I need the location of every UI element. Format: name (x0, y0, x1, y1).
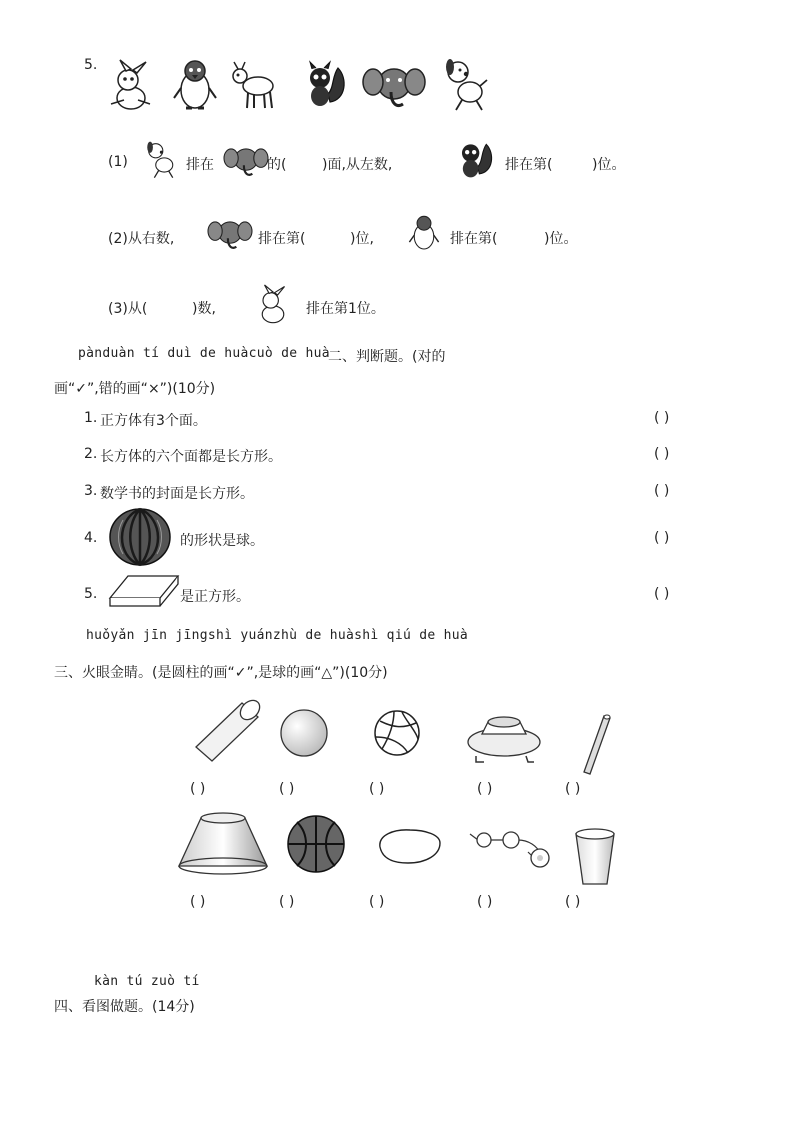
question-5-number: 5. (84, 57, 98, 73)
basketball-icon (285, 814, 347, 874)
penguin-icon (172, 58, 218, 112)
flat-box-icon (108, 572, 180, 610)
judge-item-2-text: 长方体的六个面都是长方形。 (100, 449, 282, 465)
section2-pinyin: pànduàn tí duì de huàcuò de huà (78, 346, 330, 361)
rabbit-icon (252, 285, 294, 325)
q5-sub1-text4: 排在第( (505, 157, 553, 173)
judge-item-2-number: 2. (84, 446, 98, 462)
shape-answer-1[interactable]: ( ) (190, 781, 206, 797)
judge-item-1-answer[interactable]: ( ) (654, 410, 670, 426)
q5-sub3-text1: (3)从( (108, 301, 148, 317)
shape-answer-10[interactable]: ( ) (565, 894, 581, 910)
shape-answer-5[interactable]: ( ) (565, 781, 581, 797)
judge-item-1-text: 正方体有3个面。 (100, 413, 207, 429)
shape-answer-4[interactable]: ( ) (477, 781, 493, 797)
shape-answer-9[interactable]: ( ) (477, 894, 493, 910)
judge-item-5-text: 是正方形。 (180, 589, 250, 605)
q5-sub2-text5: )位。 (544, 231, 578, 247)
section4-title: 四、看图做题。(14分) (54, 999, 195, 1015)
volleyball-icon (372, 709, 422, 757)
elephant-icon (224, 145, 268, 177)
dog-icon (440, 58, 488, 112)
judge-item-1-number: 1. (84, 410, 98, 426)
judge-item-3-number: 3. (84, 483, 98, 499)
judge-item-4-text: 的形状是球。 (180, 533, 264, 549)
frustum-icon (177, 810, 269, 876)
shape-answer-2[interactable]: ( ) (279, 781, 295, 797)
dish-icon (466, 712, 542, 766)
q5-sub1-text5: )位。 (592, 157, 626, 173)
section3-pinyin: huǒyǎn jīn jīngshì yuánzhù de huàshì qiú de huà (86, 628, 468, 643)
beads-icon (468, 822, 554, 874)
judge-item-4-number: 4. (84, 530, 98, 546)
section2-title-cont: 画“✓”,错的画“×”)(10分) (54, 381, 216, 397)
goat-icon (228, 62, 282, 110)
cup-icon (573, 826, 617, 888)
section4-pinyin: kàn tú zuò tí (94, 974, 200, 989)
rabbit-icon (106, 60, 156, 112)
q5-sub3-text3: 排在第1位。 (306, 301, 385, 317)
cylinder-icon (192, 697, 262, 763)
q5-sub2-text1: (2)从右数, (108, 231, 175, 247)
shape-answer-8[interactable]: ( ) (369, 894, 385, 910)
q5-sub1-text2: 的( (267, 157, 287, 173)
dog-icon (143, 139, 177, 181)
squirrel-icon (455, 138, 495, 182)
elephant-icon (208, 218, 252, 250)
lemon-icon (374, 825, 444, 867)
q5-sub1-text3: )面,从左数, (322, 157, 393, 173)
q5-sub2-text3: )位, (350, 231, 374, 247)
watermelon-icon (109, 508, 171, 566)
section2-title: 二、判断题。(对的 (328, 349, 446, 365)
judge-item-3-answer[interactable]: ( ) (654, 483, 670, 499)
shape-answer-6[interactable]: ( ) (190, 894, 206, 910)
sphere-icon (279, 708, 329, 758)
judge-item-4-answer[interactable]: ( ) (654, 530, 670, 546)
shape-answer-3[interactable]: ( ) (369, 781, 385, 797)
squirrel-icon (302, 62, 348, 110)
penguin-icon (408, 214, 440, 252)
section3-title: 三、火眼金睛。(是圆柱的画“✓”,是球的画“△”)(10分) (54, 665, 388, 681)
q5-sub1-text1: 排在 (186, 157, 214, 173)
q5-sub2-text2: 排在第( (258, 231, 306, 247)
judge-item-2-answer[interactable]: ( ) (654, 446, 670, 462)
q5-sub3-text2: )数, (192, 301, 216, 317)
q5-sub1-label: (1) (108, 154, 128, 170)
shape-answer-7[interactable]: ( ) (279, 894, 295, 910)
pencil-icon (580, 712, 614, 776)
q5-sub2-text4: 排在第( (450, 231, 498, 247)
judge-item-3-text: 数学书的封面是长方形。 (100, 486, 254, 502)
judge-item-5-number: 5. (84, 586, 98, 602)
judge-item-5-answer[interactable]: ( ) (654, 586, 670, 602)
elephant-icon (363, 64, 425, 108)
